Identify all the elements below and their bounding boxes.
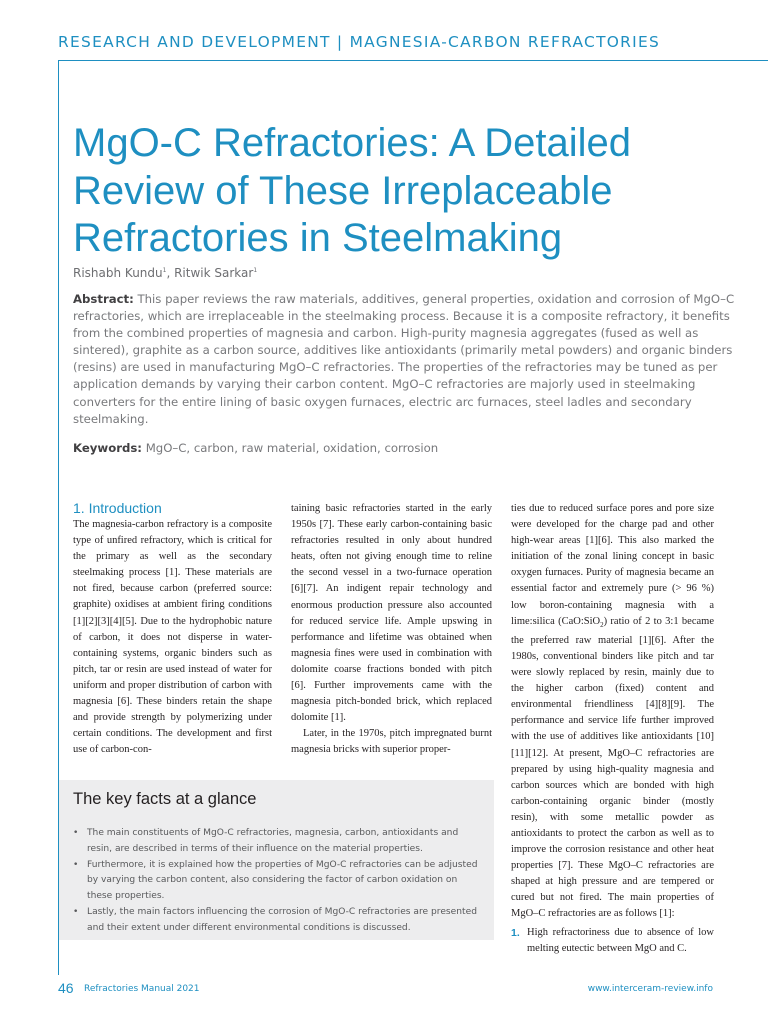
list-item-text: Furthermore, it is explained how the properties of MgO-C refractories can be adjusted by varying the carbon content, also considering the factor of carbon oxidation on these properties. [87, 859, 478, 902]
abstract-text: This paper reviews the raw materials, additives, general properties, oxidation and corrosion of MgO–C refractories, which are irreplaceable in the steelmaking process. Because it is a composite refractory, it benefits from the combined properties of magnesia and carbon. High-purity magnesia aggregates (fused as well as sintered), graphite as a carbon source, additives like antioxidants (primarily metal powders) and organic binders (resins) are used in manufacturing MgO–C refractories. The properties of the refractories may be tuned as per application demands by varying their carbon content. MgO–C refractories are majorly used in steelmaking converters for the entire lining of basic oxygen furnaces, electric arc furnaces, steel ladles and secondary steelmaking. [73, 292, 735, 426]
intro-paragraph: taining basic refractories started in the early 1950s [7]. These early carbon-containing basic refractories resulted in only about hundred heats, often not giving enough time to reline the second vessel in a two-furnace operation [6][7]. An indigent repair technology and enormous production pressure also accounted for reduced service life. Ample upswing in performance and lifetime was obtained when magnesia fines were used in combination with dolomite coarse fractions bonded with pitch [6]. Further improvements came with the magnesia pitch-bonded brick, which replaced dolomite [1]. [291, 503, 492, 724]
list-item [73, 826, 483, 858]
abstract-label: Abstract: [73, 292, 134, 306]
abstract [73, 291, 743, 428]
frame-top-rule [58, 60, 768, 61]
author-name: Ritwik Sarkar [174, 266, 254, 280]
page-number: 46 [58, 980, 74, 996]
list-number: 1. [511, 926, 520, 939]
publication-name: Refractories Manual 2021 [84, 984, 200, 994]
introduction-heading: 1. Introduction [73, 500, 162, 516]
intro-paragraph [511, 501, 714, 923]
author-name: Rishabh Kundu [73, 266, 163, 280]
website-link[interactable]: www.interceram-review.info [587, 984, 713, 994]
author-separator: , [166, 266, 175, 280]
list-item [511, 925, 714, 957]
keywords-text: MgO–C, carbon, raw material, oxidation, corrosion [141, 441, 439, 455]
bullet: • [73, 828, 79, 838]
body-column-2 [291, 501, 492, 759]
author-affiliation: 1 [162, 267, 167, 274]
keywords-label: Keywords: [73, 441, 142, 455]
list-item-text: High refractoriness due to absence of low melting eutectic between MgO and C. [527, 926, 714, 954]
subscript: 2 [600, 620, 604, 629]
list-item-text: The main constituents of MgO-C refractories, magnesia, carbon, antioxidants and resin, are described in terms of their influence on the material properties. [87, 828, 459, 854]
keywords [73, 441, 438, 455]
key-facts-list [73, 826, 483, 937]
paragraph-text: ) ratio of 2 to 3:1 became the preferred raw material [1][6]. After the 1980s, conventional binders like pitch and tar were slowly replaced by resin, mainly due to the higher carbon (fixed) content and environmental friendliness [4][8][9]. The performance and service life further improved with the use of additives like antioxidants [10][11][12]. At present, MgO–C refractories are prepared by using high-quality magnesia and carbon sources which are bonded with high carbon-containing organic binder (mostly resin), with some metallic powder as antioxidants to protect the carbon as well as to improve the corrosion resistance and other heat properties [7]. These MgO–C refractories are shaped at high pressure and are tempered or cured but not fired. The main properties of MgO–C refractories are as follows [1]: [511, 615, 714, 920]
intro-paragraph: The magnesia-carbon refractory is a composite type of unfired refractory, which is critical for the primary as well as the secondary steelmaking process [1]. These materials are not fired, because carbon (preferred source: graphite) oxidises at ambient firing conditions [1][2][3][4][5]. Due to the hydrophobic nature of carbon, it does not disperse in water-containing systems, organic binders such as pitch, tar or resin are used instead of water for uniform and proper distribution of carbon with magnesia [6]. These binders retain the shape and provide strength by polymerizing under certain conditions. The development and first use of carbon-con- [73, 519, 272, 756]
intro-paragraph: Later, in the 1970s, pitch impregnated burnt magnesia bricks with superior proper- [291, 728, 492, 756]
section-label: RESEARCH AND DEVELOPMENT | MAGNESIA-CARBON REFRACTORIES [58, 33, 661, 51]
properties-list [511, 925, 714, 957]
bullet: • [73, 906, 79, 917]
body-column-3 [511, 501, 714, 957]
bullet: • [73, 859, 79, 870]
body-column-1 [73, 517, 272, 758]
list-item-text: Lastly, the main factors influencing the corrosion of MgO-C refractories are presented and their extent under different environmental conditions is discussed. [87, 906, 477, 933]
list-item [73, 858, 483, 905]
article-title: MgO-C Refractories: A Detailed Review of These Irreplaceable Refractories in Steelmaking [73, 121, 631, 260]
author-affiliation: 1 [253, 267, 258, 274]
list-item [73, 905, 483, 937]
key-facts-heading: The key facts at a glance [73, 790, 257, 808]
paragraph-text: ties due to reduced surface pores and pore size were developed for the charge pad and other high-wear areas [1][6]. This also marked the initiation of the zonal lining concept in basic oxygen furnaces. Purity of magnesia became an essential factor and extremely pure (> 96 %) low boron-containing magnesia with a lime:silica (CaO:SiO [511, 503, 714, 627]
authors-line [73, 266, 257, 280]
